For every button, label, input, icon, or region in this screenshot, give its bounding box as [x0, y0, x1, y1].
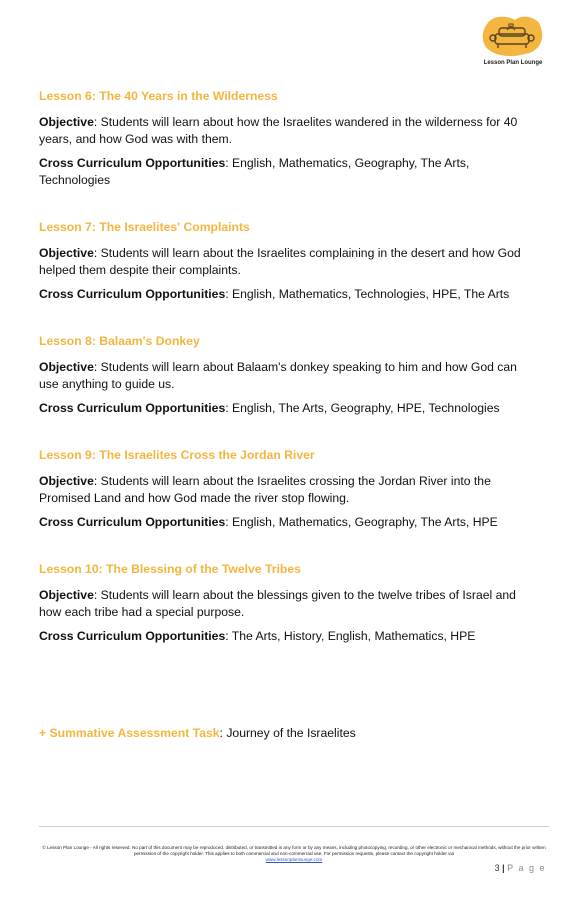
lesson-cross-curriculum: [39, 155, 539, 189]
lesson-objective: [39, 473, 539, 507]
cross-curriculum-text: : English, Mathematics, Geography, The Arts, HPE: [225, 515, 498, 529]
lesson-title: Lesson 6: The 40 Years in the Wilderness: [39, 89, 278, 103]
objective-text: : Students will learn about the Israelites crossing the Jordan River into the Promised Land and how God made the river stop flowing.: [39, 474, 491, 505]
footer-copyright: [39, 845, 549, 863]
lesson-objective: [39, 114, 539, 148]
lesson-10: [39, 562, 539, 645]
lesson-title: Lesson 7: The Israelites' Complaints: [39, 220, 250, 234]
cross-curriculum-text: : English, Mathematics, Geography, The Arts, Technologies: [39, 156, 470, 187]
website-link[interactable]: www.lessonplanlounge.com: [265, 857, 323, 862]
objective-label: Objective: [39, 360, 94, 374]
brand-logo: [478, 14, 548, 72]
lounge-logo-icon: [481, 14, 545, 58]
cross-curriculum-label: Cross Curriculum Opportunities: [39, 401, 226, 415]
lesson-title: Lesson 8: Balaam's Donkey: [39, 334, 200, 348]
objective-label: Objective: [39, 115, 94, 129]
lesson-title: Lesson 10: The Blessing of the Twelve Tribes: [39, 562, 301, 576]
summative-assessment: [39, 725, 356, 741]
lesson-7: [39, 220, 539, 303]
lesson-objective: [39, 359, 539, 393]
page-separator: |: [499, 863, 508, 873]
lesson-cross-curriculum: [39, 628, 539, 645]
lesson-cross-curriculum: [39, 514, 539, 531]
lesson-6: [39, 89, 539, 189]
page-label: P a g e: [507, 863, 546, 873]
cross-curriculum-text: : English, The Arts, Geography, HPE, Technologies: [225, 401, 500, 415]
objective-text: : Students will learn about the blessings given to the twelve tribes of Israel and how each tribe had a special purpose.: [39, 588, 516, 619]
objective-label: Objective: [39, 246, 94, 260]
logo-text: Lesson Plan Lounge: [483, 60, 543, 66]
lesson-9: [39, 448, 539, 531]
lesson-8: [39, 334, 539, 417]
lesson-cross-curriculum: [39, 400, 539, 417]
cross-curriculum-text: : The Arts, History, English, Mathematics, HPE: [225, 629, 476, 643]
footer-divider: [39, 826, 549, 827]
cross-curriculum-label: Cross Curriculum Opportunities: [39, 287, 226, 301]
cross-curriculum-label: Cross Curriculum Opportunities: [39, 156, 226, 170]
page-number: [495, 863, 546, 873]
objective-label: Objective: [39, 474, 94, 488]
objective-text: : Students will learn about the Israelites complaining in the desert and how God helped them despite their complaints.: [39, 246, 521, 277]
cross-curriculum-label: Cross Curriculum Opportunities: [39, 629, 226, 643]
lesson-cross-curriculum: [39, 286, 539, 303]
objective-text: : Students will learn about how the Israelites wandered in the wilderness for 40 years, and how God was with them.: [39, 115, 518, 146]
lesson-title: Lesson 9: The Israelites Cross the Jordan River: [39, 448, 315, 462]
summative-text: : Journey of the Israelites: [219, 726, 356, 740]
copyright-text: © Lesson Plan Lounge - All rights reserved. No part of this document may be reproduced, distributed, or transmitted in any form or by any means, including photocopying, recording, or other electronic or mechanical methods, without the prior written permission of the copyright holder. This applies to both commercial and non-commercial use. For permission requests, please contact the copyright holder via: [42, 845, 546, 856]
objective-label: Objective: [39, 588, 94, 602]
summative-label: + Summative Assessment Task: [39, 726, 220, 740]
lesson-objective: [39, 245, 539, 279]
cross-curriculum-label: Cross Curriculum Opportunities: [39, 515, 226, 529]
lesson-objective: [39, 587, 539, 621]
lesson-list: [39, 89, 539, 676]
cross-curriculum-text: : English, Mathematics, Technologies, HPE, The Arts: [225, 287, 510, 301]
page-number-value: 3: [494, 863, 500, 873]
objective-text: : Students will learn about Balaam's donkey speaking to him and how God can use anything to guide us.: [39, 360, 517, 391]
